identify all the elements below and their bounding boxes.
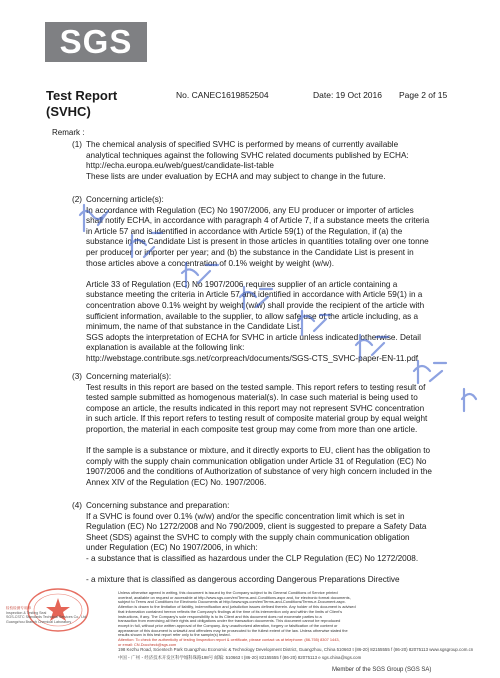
address-chinese: 中国・广州・经济技术开发区科学城科珠路198号 邮编: 510663 t (86-20) 82155555 f (86-20) 82075113 e sgs.china@sgs.com xyxy=(118,655,362,660)
text-line: proportion, the material in each composite test group may come from more than one article. xyxy=(86,424,418,434)
text-line: tested sample submitted as homogenous material(s). In case such material is being used to xyxy=(86,393,418,403)
text-line: per producer or importer per year; and (b) the substance in the Candidate List is present in xyxy=(86,247,414,257)
section-3-heading: Concerning material(s): xyxy=(86,372,172,381)
seal-line: SGS-CSTC Standards Technical Services Co., Ltd. xyxy=(6,615,88,620)
section-4-paragraph-1 xyxy=(86,512,486,565)
legal-disclaimer xyxy=(118,591,490,647)
attention-line: Attention: To check the authenticity of testing /inspection report & certificate, please contact us at telephone: (86-755) 8307 1443, xyxy=(118,637,340,643)
text-line: Sheet (SDS) against the SVHC to comply with the supply chain communication obligation xyxy=(86,532,410,542)
text-line: - a substance that is classified as hazardous under the CLP Regulation (EC) No 1272/2008. xyxy=(86,553,419,563)
text-line: In accordance with Regulation (EC) No 1907/2006, any EU producer or importer of articles xyxy=(86,205,414,215)
text-line: These lists are under evaluation by ECHA and may subject to change in the future. xyxy=(86,171,386,181)
logo-text: SGS xyxy=(59,23,133,60)
text-line: Annex XIV of the Regulation (EC) No. 1907/2006. xyxy=(86,477,267,487)
text-line: substance meeting the criteria in Article 57 and identified in accordance with Article 59(1) in a xyxy=(86,290,423,300)
seal-line: 检验检测专用章 xyxy=(6,606,32,610)
text-line: in such article. If this report refers to testing result of composite material group by equal weight xyxy=(86,414,428,424)
text-line: Regulation (EC) No 1272/2008 and No 790/2009, client is suggested to prepare a Safety Data xyxy=(86,522,427,532)
section-2-paragraph-1 xyxy=(86,206,486,270)
disclaimer-line: appearance of this document is unlawful and offenders may be prosecuted to the fullest extent of the law. Unless otherwise stated the xyxy=(118,627,348,633)
text-line: those articles above a concentration of 0.1% weight by weight (w/w). xyxy=(86,258,335,268)
pdf-link[interactable]: http://webstage.contribute.sgs.net/corpreach/documents/SGS-CTS_SVHC-paper-EN-11.pdf xyxy=(86,353,419,363)
section-3-number: (3) xyxy=(72,372,83,381)
section-3-paragraph-2 xyxy=(86,446,486,488)
text-line: If a SVHC is found over 0.1% (w/w) and/or the specific concentration limit which is set in xyxy=(86,511,405,521)
section-1-number: (1) xyxy=(72,140,83,149)
text-line: If the sample is a substance or mixture, and it directly exports to EU, client has the obligation to xyxy=(86,446,431,456)
disclaimer-line: subject to Terms and Conditions for Electronic Documents at http://www.sgs.com/en/Terms-and-Conditions/Terms-e-Document.aspx. xyxy=(118,599,346,605)
member-line: Member of the SGS Group (SGS SA) xyxy=(332,667,432,673)
disclaimer-line: overleaf, available on request or accessible at http://www.sgs.com/en/Terms-and-Conditions.aspx and, for electronic format documents, xyxy=(118,594,351,600)
text-line: explanation is available at the following link: xyxy=(86,343,245,353)
text-line: compose an article, the results indicated in this report may not represent SVHC concentration xyxy=(86,403,425,413)
section-3-paragraph-1 xyxy=(86,383,486,436)
disclaimer-line: Attention is drawn to the limitation of liability, indemnification and jurisdiction issues defined therein. Any holder of this document is advised xyxy=(118,604,356,610)
disclaimer-line: results shown in this test report refer only to the sample(s) tested. xyxy=(118,632,231,638)
section-2-paragraph-2 xyxy=(86,280,486,365)
disclaimer-line: Unless otherwise agreed in writing, this document is issued by the Company subject to its General Conditions of Service printed xyxy=(118,590,338,595)
text-line: comply with the supply chain communication obligation under Article 31 of Regulation (EC) No xyxy=(86,456,427,466)
report-title-line1: Test Report xyxy=(46,88,118,103)
seal-line: Guangzhou Branch Chemical Laboratory xyxy=(6,619,72,624)
address-english: 198 Kezhu Road, Scientech Park Guangzhou Economic & Technology Development District, Guangzhou, China 510663 t (86-20) 82155555 f (86-20) 82075113 www.sgsgroup.com.cn xyxy=(118,647,474,652)
section-4-number: (4) xyxy=(72,501,83,510)
report-number: No. CANEC1619852504 xyxy=(176,90,269,100)
report-title xyxy=(46,88,117,120)
remark-label: Remark : xyxy=(52,128,85,137)
text-line: Article 33 of Regulation (EC) No 1907/2006 requires supplier of an article containing a xyxy=(86,279,398,289)
text-line: 1907/2006 and the conditions of Authorization of substance of very high concern included in the xyxy=(86,467,432,477)
section-2-heading: Concerning article(s): xyxy=(86,195,164,204)
text-line: Test results in this report are based on the tested sample. This report refers to testing result of xyxy=(86,382,426,392)
disclaimer-line: transaction from exercising all their rights and obligations under the transaction documents. This document cannot be reproduced xyxy=(118,618,341,624)
text-line: SGS adopts the interpretation of ECHA for SVHC in article unless indicated otherwise. Detail xyxy=(86,332,421,342)
text-line: http://echa.europa.eu/web/guest/candidate-list-table xyxy=(86,161,274,171)
text-line: shall notify ECHA, in accordance with paragraph 4 of Article 7, if a substance meets the criteria xyxy=(86,216,430,226)
sgs-logo xyxy=(45,22,147,62)
text-line: sufficient information, available to the supplier, to allow safe use of the article including, as a xyxy=(86,311,419,321)
seal-line: Inspection & Testing Seal xyxy=(6,610,47,615)
text-line: minimum, the name of that substance in the Candidate List. xyxy=(86,322,302,332)
text-line: The chemical analysis of specified SVHC is performed by means of currently available xyxy=(86,140,399,149)
text-line: substance in the Candidate List is present in those articles in quantities totaling over one tonne xyxy=(86,237,429,247)
report-date: Date: 19 Oct 2016 xyxy=(313,90,382,100)
text-line: in Article 57 and is identified in accordance with Article 59(1) of the Regulation, if (a) the xyxy=(86,226,403,236)
section-1 xyxy=(72,140,486,193)
section-4-paragraph-2 xyxy=(86,575,486,586)
section-4 xyxy=(72,501,486,596)
text-line: - a mixture that is classified as dangerous according Dangerous Preparations Directive xyxy=(86,575,400,585)
disclaimer-line: except in full, without prior written approval of the Company. Any unauthorized alteration, forgery or falsification of the content or xyxy=(118,622,338,628)
section-2-number: (2) xyxy=(72,195,83,204)
page-number: Page 2 of 15 xyxy=(399,90,448,100)
section-1-text xyxy=(86,140,486,182)
section-4-heading: Concerning substance and preparation: xyxy=(86,501,230,510)
seal-caption xyxy=(6,606,116,624)
report-title-line2: (SVHC) xyxy=(46,104,91,119)
section-2 xyxy=(72,195,486,375)
section-3 xyxy=(72,372,486,499)
text-line: analytical techniques against the following SVHC related documents published by ECHA: xyxy=(86,150,409,160)
attention-line: or email: CN.Doccheck@sgs.com xyxy=(118,641,177,647)
disclaimer-line: that information contained hereon reflects the Company's findings at the time of its intervention only and within the limits of Client's xyxy=(118,608,343,614)
text-line: concentration above 0.1% weight by weight (w/w) shall provide the recipient of the article with xyxy=(86,300,425,310)
disclaimer-line: instructions, if any. The Company's sole responsibility is to its Client and this document does not exonerate parties to a xyxy=(118,613,322,619)
text-line: under Regulation (EC) No 1907/2006, in which: xyxy=(86,543,258,553)
